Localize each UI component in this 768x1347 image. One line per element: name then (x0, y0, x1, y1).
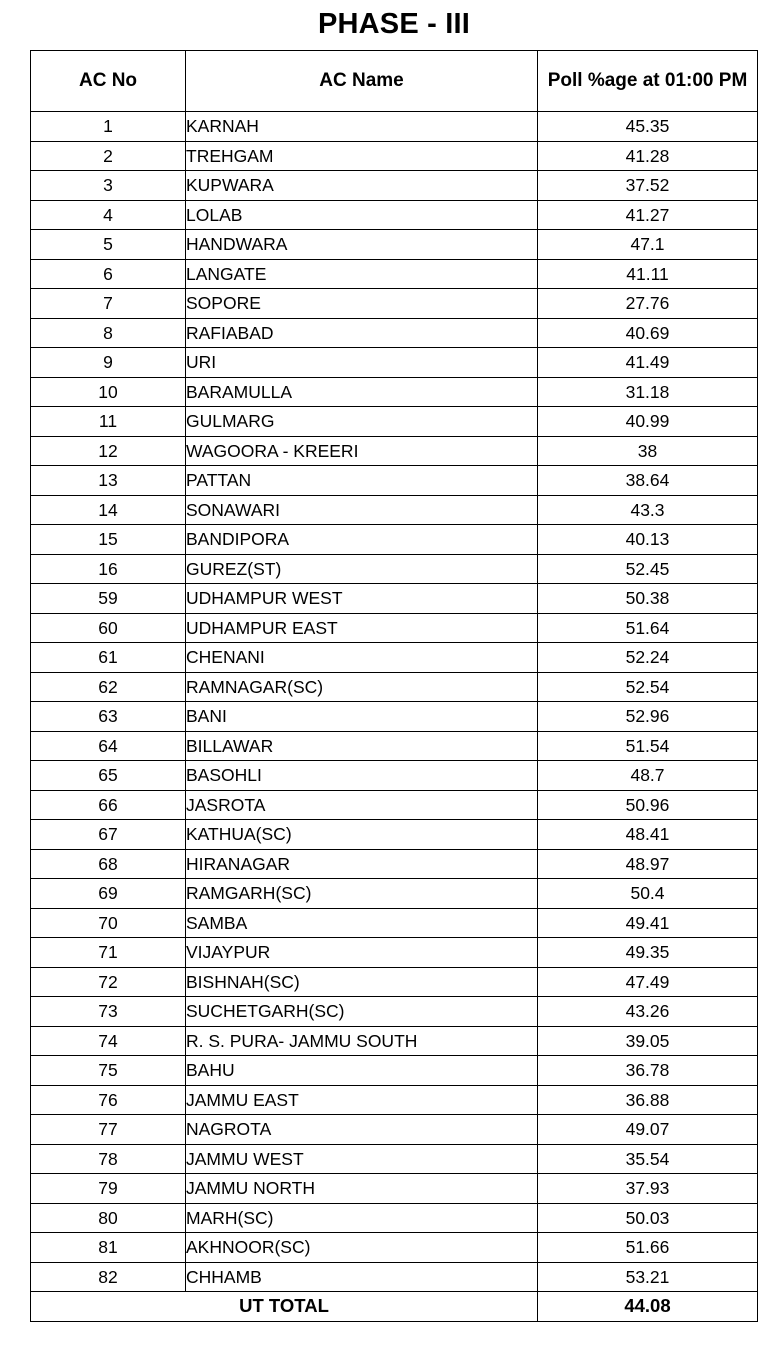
ac-name-cell: SONAWARI (186, 495, 538, 525)
ac-no-cell: 82 (31, 1262, 186, 1292)
ac-name-cell: SOPORE (186, 289, 538, 319)
ac-no-cell: 61 (31, 643, 186, 673)
table-row (31, 377, 758, 407)
ac-name-cell: JAMMU WEST (186, 1144, 538, 1174)
ac-no-cell: 77 (31, 1115, 186, 1145)
poll-percentage-cell: 53.21 (538, 1262, 758, 1292)
poll-percentage-cell: 47.1 (538, 230, 758, 260)
ac-name-cell: GUREZ(ST) (186, 554, 538, 584)
ac-name-cell: VIJAYPUR (186, 938, 538, 968)
ac-no-cell: 73 (31, 997, 186, 1027)
ac-no-cell: 3 (31, 171, 186, 201)
table-row (31, 554, 758, 584)
ac-no-cell: 10 (31, 377, 186, 407)
ac-name-cell: CHHAMB (186, 1262, 538, 1292)
poll-percentage-cell: 47.49 (538, 967, 758, 997)
ac-no-cell: 68 (31, 849, 186, 879)
ac-name-cell: BAHU (186, 1056, 538, 1086)
total-label: UT TOTAL (31, 1292, 538, 1322)
table-row (31, 318, 758, 348)
poll-percentage-cell: 52.24 (538, 643, 758, 673)
table-row (31, 613, 758, 643)
poll-percentage-table (30, 50, 758, 1322)
table-row (31, 761, 758, 791)
header-poll-percentage: Poll %age at 01:00 PM (538, 51, 758, 112)
ac-no-cell: 15 (31, 525, 186, 555)
poll-percentage-cell: 48.97 (538, 849, 758, 879)
poll-percentage-cell: 41.27 (538, 200, 758, 230)
ac-no-cell: 67 (31, 820, 186, 850)
poll-percentage-cell: 41.11 (538, 259, 758, 289)
poll-percentage-cell: 48.7 (538, 761, 758, 791)
table-row (31, 466, 758, 496)
poll-percentage-cell: 51.66 (538, 1233, 758, 1263)
ac-name-cell: WAGOORA - KREERI (186, 436, 538, 466)
ac-no-cell: 13 (31, 466, 186, 496)
table-row (31, 348, 758, 378)
table-row (31, 289, 758, 319)
ac-no-cell: 1 (31, 112, 186, 142)
ac-name-cell: HIRANAGAR (186, 849, 538, 879)
table-row (31, 702, 758, 732)
ac-name-cell: PATTAN (186, 466, 538, 496)
page-title: PHASE - III (317, 8, 471, 40)
poll-percentage-cell: 51.54 (538, 731, 758, 761)
header-ac-no: AC No (31, 51, 186, 112)
table-row (31, 495, 758, 525)
table-row (31, 407, 758, 437)
ac-no-cell: 7 (31, 289, 186, 319)
poll-percentage-cell: 36.88 (538, 1085, 758, 1115)
ac-name-cell: KUPWARA (186, 171, 538, 201)
ac-no-cell: 66 (31, 790, 186, 820)
poll-percentage-cell: 50.03 (538, 1203, 758, 1233)
table-row (31, 200, 758, 230)
poll-percentage-cell: 49.35 (538, 938, 758, 968)
ac-name-cell: KATHUA(SC) (186, 820, 538, 850)
ac-name-cell: RAMGARH(SC) (186, 879, 538, 909)
poll-percentage-cell: 49.41 (538, 908, 758, 938)
total-row (31, 1292, 758, 1322)
table-row (31, 1203, 758, 1233)
poll-percentage-cell: 52.54 (538, 672, 758, 702)
poll-percentage-cell: 27.76 (538, 289, 758, 319)
poll-percentage-cell: 49.07 (538, 1115, 758, 1145)
ac-name-cell: RAMNAGAR(SC) (186, 672, 538, 702)
ac-no-cell: 62 (31, 672, 186, 702)
ac-name-cell: BANDIPORA (186, 525, 538, 555)
ac-no-cell: 72 (31, 967, 186, 997)
poll-percentage-cell: 41.28 (538, 141, 758, 171)
header-ac-name: AC Name (186, 51, 538, 112)
ac-name-cell: CHENANI (186, 643, 538, 673)
table-header-row (31, 51, 758, 112)
poll-percentage-cell: 35.54 (538, 1144, 758, 1174)
poll-percentage-cell: 43.3 (538, 495, 758, 525)
ac-no-cell: 60 (31, 613, 186, 643)
table-row (31, 112, 758, 142)
ac-no-cell: 71 (31, 938, 186, 968)
ac-name-cell: BILLAWAR (186, 731, 538, 761)
poll-percentage-cell: 40.69 (538, 318, 758, 348)
table-row (31, 1026, 758, 1056)
poll-percentage-cell: 40.99 (538, 407, 758, 437)
table-row (31, 731, 758, 761)
poll-percentage-cell: 37.52 (538, 171, 758, 201)
poll-percentage-cell: 50.38 (538, 584, 758, 614)
ac-no-cell: 5 (31, 230, 186, 260)
ac-name-cell: UDHAMPUR EAST (186, 613, 538, 643)
poll-percentage-cell: 41.49 (538, 348, 758, 378)
table-row (31, 938, 758, 968)
ac-name-cell: HANDWARA (186, 230, 538, 260)
ac-name-cell: URI (186, 348, 538, 378)
poll-percentage-cell: 39.05 (538, 1026, 758, 1056)
poll-percentage-cell: 52.45 (538, 554, 758, 584)
poll-percentage-cell: 48.41 (538, 820, 758, 850)
ac-name-cell: GULMARG (186, 407, 538, 437)
poll-percentage-cell: 31.18 (538, 377, 758, 407)
poll-percentage-cell: 40.13 (538, 525, 758, 555)
poll-percentage-cell: 51.64 (538, 613, 758, 643)
ac-name-cell: MARH(SC) (186, 1203, 538, 1233)
table-row (31, 525, 758, 555)
ac-no-cell: 81 (31, 1233, 186, 1263)
table-row (31, 908, 758, 938)
table-row (31, 967, 758, 997)
table-row (31, 436, 758, 466)
ac-no-cell: 69 (31, 879, 186, 909)
table-row (31, 849, 758, 879)
poll-percentage-cell: 38.64 (538, 466, 758, 496)
poll-percentage-cell: 50.96 (538, 790, 758, 820)
table-row (31, 1144, 758, 1174)
ac-name-cell: UDHAMPUR WEST (186, 584, 538, 614)
poll-percentage-cell: 52.96 (538, 702, 758, 732)
table-row (31, 1174, 758, 1204)
table-row (31, 820, 758, 850)
ac-no-cell: 70 (31, 908, 186, 938)
table-row (31, 1085, 758, 1115)
ac-no-cell: 11 (31, 407, 186, 437)
table-row (31, 1262, 758, 1292)
ac-name-cell: BARAMULLA (186, 377, 538, 407)
ac-name-cell: KARNAH (186, 112, 538, 142)
ac-no-cell: 14 (31, 495, 186, 525)
ac-no-cell: 76 (31, 1085, 186, 1115)
ac-name-cell: LOLAB (186, 200, 538, 230)
ac-name-cell: SUCHETGARH(SC) (186, 997, 538, 1027)
poll-percentage-cell: 50.4 (538, 879, 758, 909)
table-row (31, 790, 758, 820)
ac-no-cell: 74 (31, 1026, 186, 1056)
ac-no-cell: 8 (31, 318, 186, 348)
ac-no-cell: 12 (31, 436, 186, 466)
ac-name-cell: JAMMU NORTH (186, 1174, 538, 1204)
table-row (31, 1056, 758, 1086)
table-row (31, 141, 758, 171)
ac-no-cell: 4 (31, 200, 186, 230)
table-row (31, 171, 758, 201)
poll-percentage-cell: 43.26 (538, 997, 758, 1027)
table-row (31, 672, 758, 702)
ac-name-cell: JASROTA (186, 790, 538, 820)
ac-name-cell: TREHGAM (186, 141, 538, 171)
table-row (31, 643, 758, 673)
table-row (31, 1115, 758, 1145)
ac-no-cell: 80 (31, 1203, 186, 1233)
table-row (31, 584, 758, 614)
ac-no-cell: 9 (31, 348, 186, 378)
poll-percentage-cell: 45.35 (538, 112, 758, 142)
ac-name-cell: BISHNAH(SC) (186, 967, 538, 997)
ac-no-cell: 75 (31, 1056, 186, 1086)
ac-name-cell: BASOHLI (186, 761, 538, 791)
poll-percentage-cell: 37.93 (538, 1174, 758, 1204)
ac-no-cell: 78 (31, 1144, 186, 1174)
table-row (31, 230, 758, 260)
ac-name-cell: RAFIABAD (186, 318, 538, 348)
ac-name-cell: R. S. PURA- JAMMU SOUTH (186, 1026, 538, 1056)
poll-percentage-cell: 38 (538, 436, 758, 466)
ac-no-cell: 2 (31, 141, 186, 171)
total-poll-value: 44.08 (538, 1292, 758, 1322)
table-row (31, 997, 758, 1027)
table-row (31, 259, 758, 289)
ac-name-cell: AKHNOOR(SC) (186, 1233, 538, 1263)
ac-no-cell: 63 (31, 702, 186, 732)
ac-no-cell: 6 (31, 259, 186, 289)
ac-name-cell: SAMBA (186, 908, 538, 938)
table-row (31, 879, 758, 909)
ac-no-cell: 16 (31, 554, 186, 584)
poll-percentage-cell: 36.78 (538, 1056, 758, 1086)
table-body (31, 112, 758, 1292)
ac-no-cell: 59 (31, 584, 186, 614)
ac-name-cell: BANI (186, 702, 538, 732)
ac-name-cell: NAGROTA (186, 1115, 538, 1145)
ac-no-cell: 64 (31, 731, 186, 761)
table-row (31, 1233, 758, 1263)
ac-no-cell: 65 (31, 761, 186, 791)
ac-name-cell: LANGATE (186, 259, 538, 289)
ac-name-cell: JAMMU EAST (186, 1085, 538, 1115)
ac-no-cell: 79 (31, 1174, 186, 1204)
